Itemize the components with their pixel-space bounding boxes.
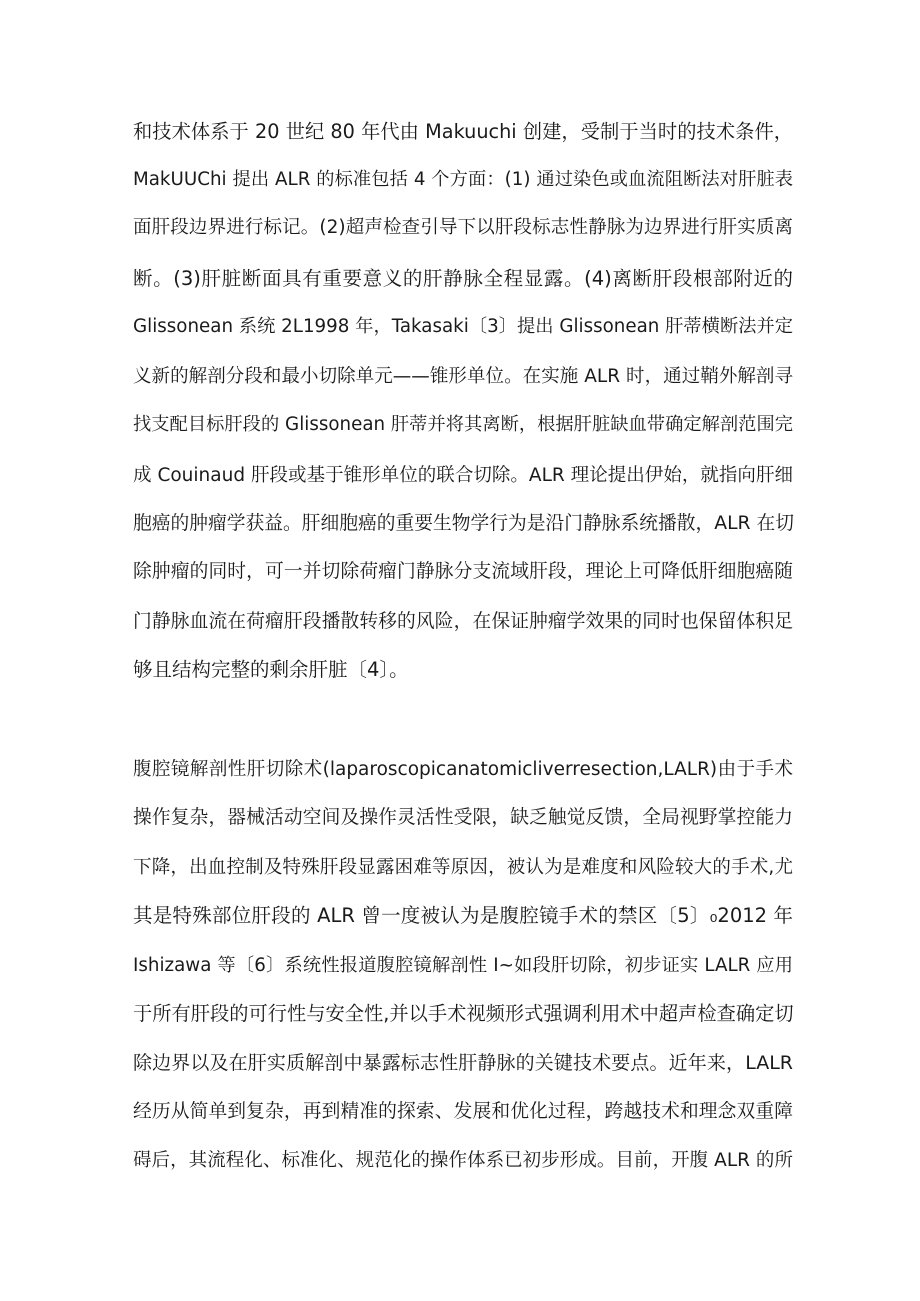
text-line: 于所有肝段的可行性与安全性,并以手术视频形式强调利用术中超声检查确定切 <box>133 1002 794 1025</box>
text-line: 操作复杂，器械活动空间及操作灵活性受限，缺乏触觉反馈，全局视野掌控能力 <box>133 807 793 828</box>
text-line: 其是特殊部位肝段的 ALR 曾一度被认为是腹腔镜手术的禁区〔5〕₀2012 年 <box>133 904 793 927</box>
text-line: 胞癌的肿瘤学获益。肝细胞癌的重要生物学行为是沿门静脉系统播散，ALR 在切 <box>133 513 795 534</box>
text-line: 断。(3)肝脏断面具有重要意义的肝静脉全程显露。(4)离断肝段根部附近的 <box>133 267 793 290</box>
text-line: Glissonean 系统 2L1998 年，Takasaki〔3〕提出 Glissonean 肝蒂横断法并定 <box>133 316 793 337</box>
text-line: 下降，出血控制及特殊肝段显露困难等原因，被认为是难度和风险较大的手术,尤 <box>133 857 793 878</box>
text-line: 腹腔镜解剖性肝切除术(laparoscopicanatomicliverresection,LALR)由于手术 <box>133 759 793 780</box>
text-line: 义新的解剖分段和最小切除单元——锥形单位。在实施 ALR 时，通过鞘外解剖寻 <box>133 366 793 387</box>
text-line: 除肿瘤的同时，可一并切除荷瘤门静脉分支流域肝段，理论上可降低肝细胞癌随 <box>133 561 793 582</box>
text-line: 找支配目标肝段的 Glissonean 肝蒂并将其离断，根据肝脏缺血带确定解剖范围完 <box>133 414 793 435</box>
text-line: 够且结构完整的剩余肝脏〔4〕。 <box>133 658 409 681</box>
text-line: 面肝段边界进行标记。(2)超声检查引导下以肝段标志性静脉为边界进行肝实质离 <box>133 217 793 238</box>
text-line: Ishizawa 等〔6〕系统性报道腹腔镜解剖性 I~如段肝切除，初步证实 LALR 应用 <box>133 955 793 976</box>
text-line: MakUUChi 提出 ALR 的标准包括 4 个方面：(1) 通过染色或血流阻断法对肝脏表 <box>133 169 793 190</box>
text-line: 除边界以及在肝实质解剖中暴露标志性肝静脉的关键技术要点。近年来，LALR <box>133 1052 793 1074</box>
text-line: 碍后，其流程化、标准化、规范化的操作体系已初步形成。目前，开腹 ALR 的所 <box>133 1150 793 1171</box>
text-line: 和技术体系于 20 世纪 80 年代由 Makuuchi 创建，受制于当时的技术条件， <box>133 120 793 143</box>
text-line: 成 Couinaud 肝段或基于锥形单位的联合切除。ALR 理论提出伊始，就指向肝细 <box>133 465 793 486</box>
text-line: 门静脉血流在荷瘤肝段播散转移的风险，在保证肿瘤学效果的同时也保留体积足 <box>133 611 793 632</box>
text-line: 经历从简单到复杂，再到精准的探索、发展和优化过程，跨越技术和理念双重障 <box>133 1101 793 1122</box>
